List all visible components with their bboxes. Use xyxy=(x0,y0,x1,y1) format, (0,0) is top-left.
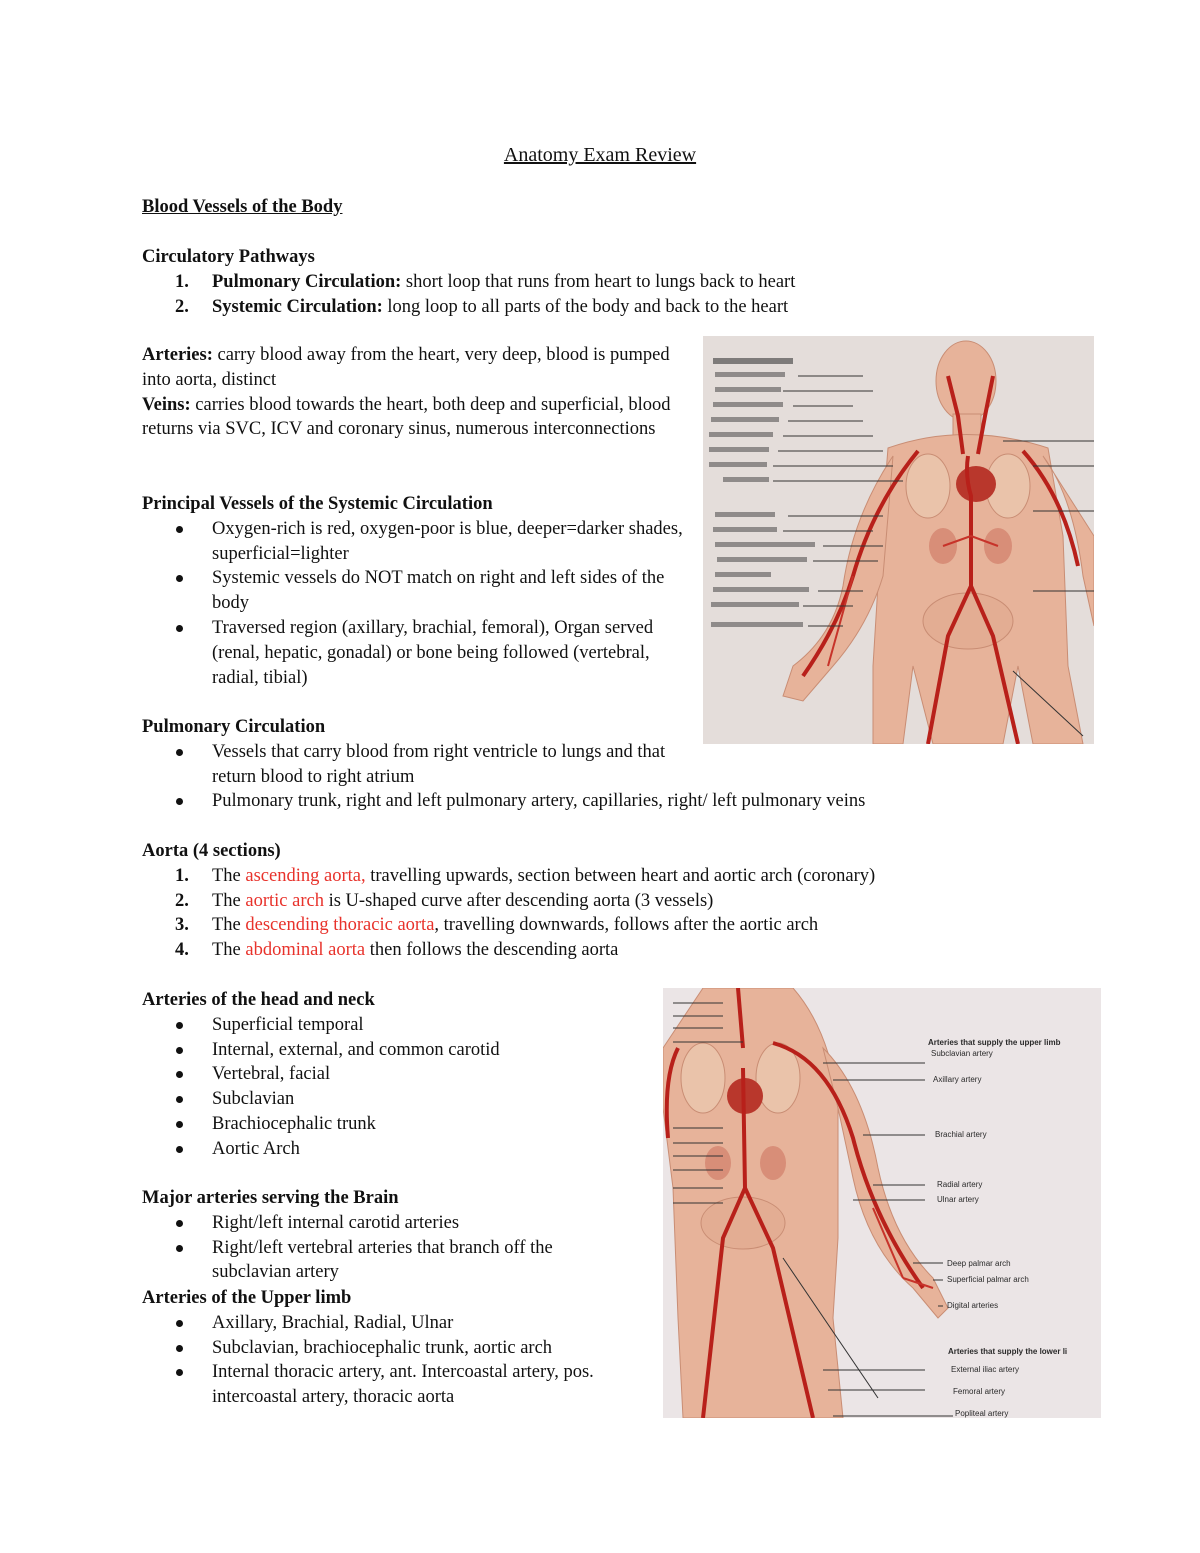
head-neck-section xyxy=(142,988,642,1162)
list-item: Vertebral, facial xyxy=(142,1062,642,1087)
list-item: Right/left vertebral arteries that branch off the subclavian artery xyxy=(142,1236,622,1286)
list-item: 2. The aortic arch is U-shaped curve after descending aorta (3 vessels) xyxy=(175,890,714,911)
list-item: Pulmonary trunk, right and left pulmonary artery, capillaries, right/ left pulmonary veins xyxy=(142,789,1002,814)
fig2-label: External iliac artery xyxy=(951,1365,1020,1374)
fig2-label: Femoral artery xyxy=(953,1387,1006,1396)
arterial-system-figure xyxy=(703,336,1094,744)
brain-section xyxy=(142,1186,622,1285)
list-item: 3. The descending thoracic aorta, travelling downwards, follows after the aortic arch xyxy=(175,915,819,936)
fig2-label: Axillary artery xyxy=(933,1075,982,1084)
head-neck-heading: Arteries of the head and neck xyxy=(142,990,375,1010)
list-item: Internal, external, and common carotid xyxy=(142,1038,642,1063)
arteries-veins-section xyxy=(142,343,687,442)
list-item: Right/left internal carotid arteries xyxy=(142,1211,622,1236)
fig2-label: Ulnar artery xyxy=(937,1195,979,1204)
fig2-label: Deep palmar arch xyxy=(947,1259,1011,1268)
upper-limb-section xyxy=(142,1286,627,1410)
list-item: Subclavian xyxy=(142,1087,642,1112)
upper-limb-arteries-figure xyxy=(663,988,1101,1418)
list-item: Systemic vessels do NOT match on right and left sides of the body xyxy=(142,566,690,616)
arterial-system-illustration xyxy=(703,336,1094,744)
list-item: 2. Systemic Circulation: long loop to all parts of the body and back to the heart xyxy=(175,296,789,317)
veins-definition: Veins: carries blood towards the heart, both deep and superficial, blood returns via SVC, ICV and coronary sinus, numerous interconnections xyxy=(142,394,671,440)
brain-heading: Major arteries serving the Brain xyxy=(142,1188,399,1208)
principal-heading: Principal Vessels of the Systemic Circulation xyxy=(142,494,493,514)
fig2-label: Brachial artery xyxy=(935,1130,987,1139)
aorta-heading: Aorta (4 sections) xyxy=(142,841,281,861)
circulatory-section xyxy=(142,245,942,319)
fig2-label: Subclavian artery xyxy=(931,1049,993,1058)
fig2-label: Arteries that supply the lower li xyxy=(948,1347,1068,1356)
upper-limb-heading: Arteries of the Upper limb xyxy=(142,1288,352,1308)
fig2-label: Superficial palmar arch xyxy=(947,1275,1029,1284)
list-item: 1. Pulmonary Circulation: short loop that runs from heart to lungs back to heart xyxy=(175,271,796,292)
aorta-section xyxy=(142,839,1022,963)
list-item: Vessels that carry blood from right ventricle to lungs and that return blood to right atrium xyxy=(142,740,672,790)
list-item: Aortic Arch xyxy=(142,1137,642,1162)
fig2-label: Digital arteries xyxy=(947,1301,999,1310)
list-item: Subclavian, brachiocephalic trunk, aortic arch xyxy=(142,1336,627,1361)
arteries-definition: Arteries: carry blood away from the heart, very deep, blood is pumped into aorta, distinct xyxy=(142,345,670,390)
principal-section xyxy=(142,492,690,690)
list-item: Internal thoracic artery, ant. Intercoastal artery, pos. intercoastal artery, thoracic aorta xyxy=(142,1360,627,1410)
section-heading: Blood Vessels of the Body xyxy=(142,197,343,217)
circulatory-heading: Circulatory Pathways xyxy=(142,247,315,267)
page-title: Anatomy Exam Review xyxy=(503,144,697,166)
list-item: Superficial temporal xyxy=(142,1013,642,1038)
list-item: Oxygen-rich is red, oxygen-poor is blue, deeper=darker shades, superficial=lighter xyxy=(142,517,690,567)
pulmonary-heading: Pulmonary Circulation xyxy=(142,717,326,737)
fig2-label: Popliteal artery xyxy=(955,1409,1009,1418)
upper-limb-illustration xyxy=(663,988,1101,1418)
list-item: 1. The ascending aorta, travelling upwards, section between heart and aortic arch (coronary) xyxy=(175,865,876,886)
fig2-label: Arteries that supply the upper limb xyxy=(928,1038,1061,1047)
fig2-label: Radial artery xyxy=(937,1180,983,1189)
list-item: 4. The abdominal aorta then follows the descending aorta xyxy=(175,940,619,961)
list-item: Axillary, Brachial, Radial, Ulnar xyxy=(142,1311,627,1336)
list-item: Traversed region (axillary, brachial, femoral), Organ served (renal, hepatic, gonadal) or bone being followed (vertebral, radial, tibial) xyxy=(142,616,690,690)
list-item: Brachiocephalic trunk xyxy=(142,1112,642,1137)
